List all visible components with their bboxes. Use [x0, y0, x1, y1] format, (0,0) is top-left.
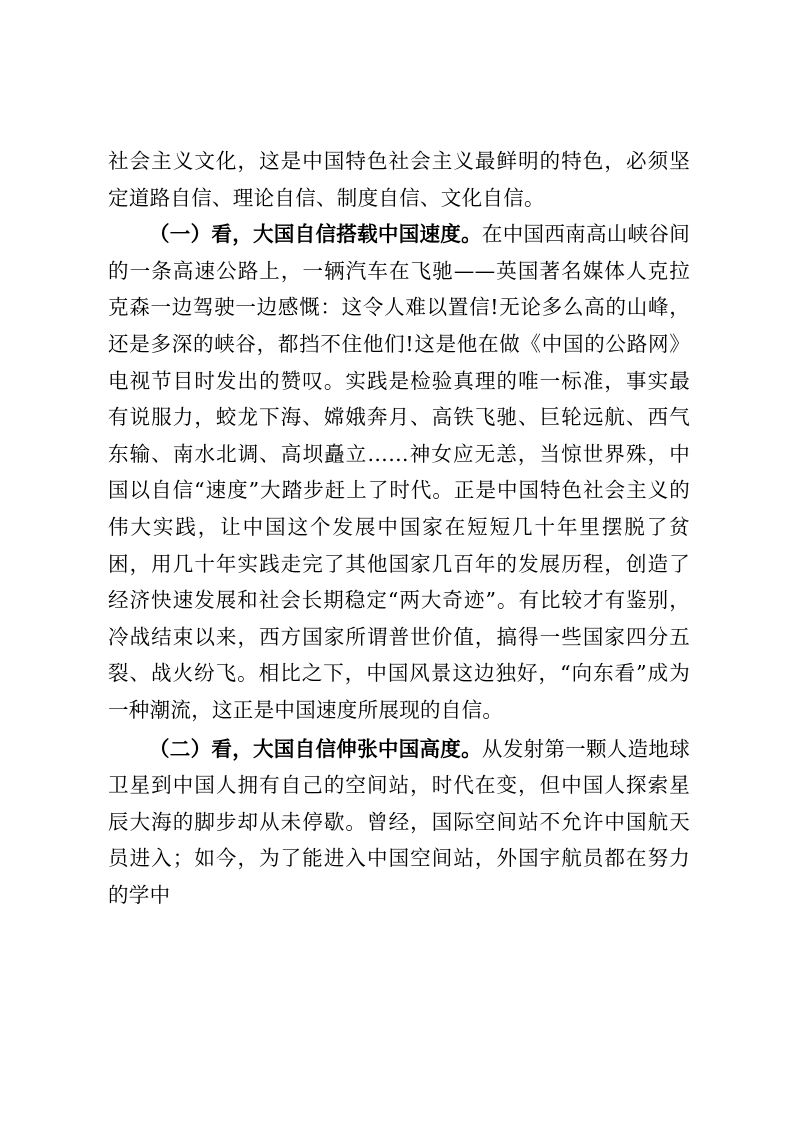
paragraph-section-one [108, 216, 690, 728]
paragraph-text: 在中国西南高山峡谷间的一条高速公路上，一辆汽车在飞驰——英国著名媒体人克拉克森一边驾驶一边感慨：这令人难以置信!无论多么高的山峰，还是多深的峡谷，都挡不住他们!这是他在做《中国的公路网》电视节目时发出的赞叹。实践是检验真理的唯一标准，事实最有说服力，蛟龙下海、嫦娥奔月、高铁飞驰、巨轮远航、西气东输、南水北调、高坝矗立……神女应无恙，当惊世界殊，中国以自信“速度”大踏步赶上了时代。正是中国特色社会主义的伟大实践，让中国这个发展中国家在短短几十年里摆脱了贫困，用几十年实践走完了其他国家几百年的发展历程，创造了经济快速发展和社会长期稳定“两大奇迹”。有比较才有鉴别，冷战结束以来，西方国家所谓普世价值，搞得一些国家四分五裂、战火纷飞。相比之下，中国风景这边独好，“向东看”成为一种潮流，这正是中国速度所展现的自信。 [108, 222, 690, 722]
section-heading: （二）看，大国自信伸张中国高度。 [149, 736, 482, 761]
paragraph-text: 从发射第一颗人造地球卫星到中国人拥有自己的空间站，时代在变，但中国人探索星辰大海的脚步却从未停歇。曾经，国际空间站不允许中国航天员进入；如今，为了能进入中国空间站，外国宇航员都在努力的学中 [108, 736, 690, 907]
paragraph-section-two [108, 731, 690, 914]
paragraph-text: 社会主义文化，这是中国特色社会主义最鲜明的特色，必须坚定道路自信、理论自信、制度自信、文化自信。 [108, 149, 690, 210]
section-heading: （一）看，大国自信搭载中国速度。 [149, 222, 482, 247]
document-page [108, 143, 690, 913]
paragraph-intro [108, 143, 690, 216]
